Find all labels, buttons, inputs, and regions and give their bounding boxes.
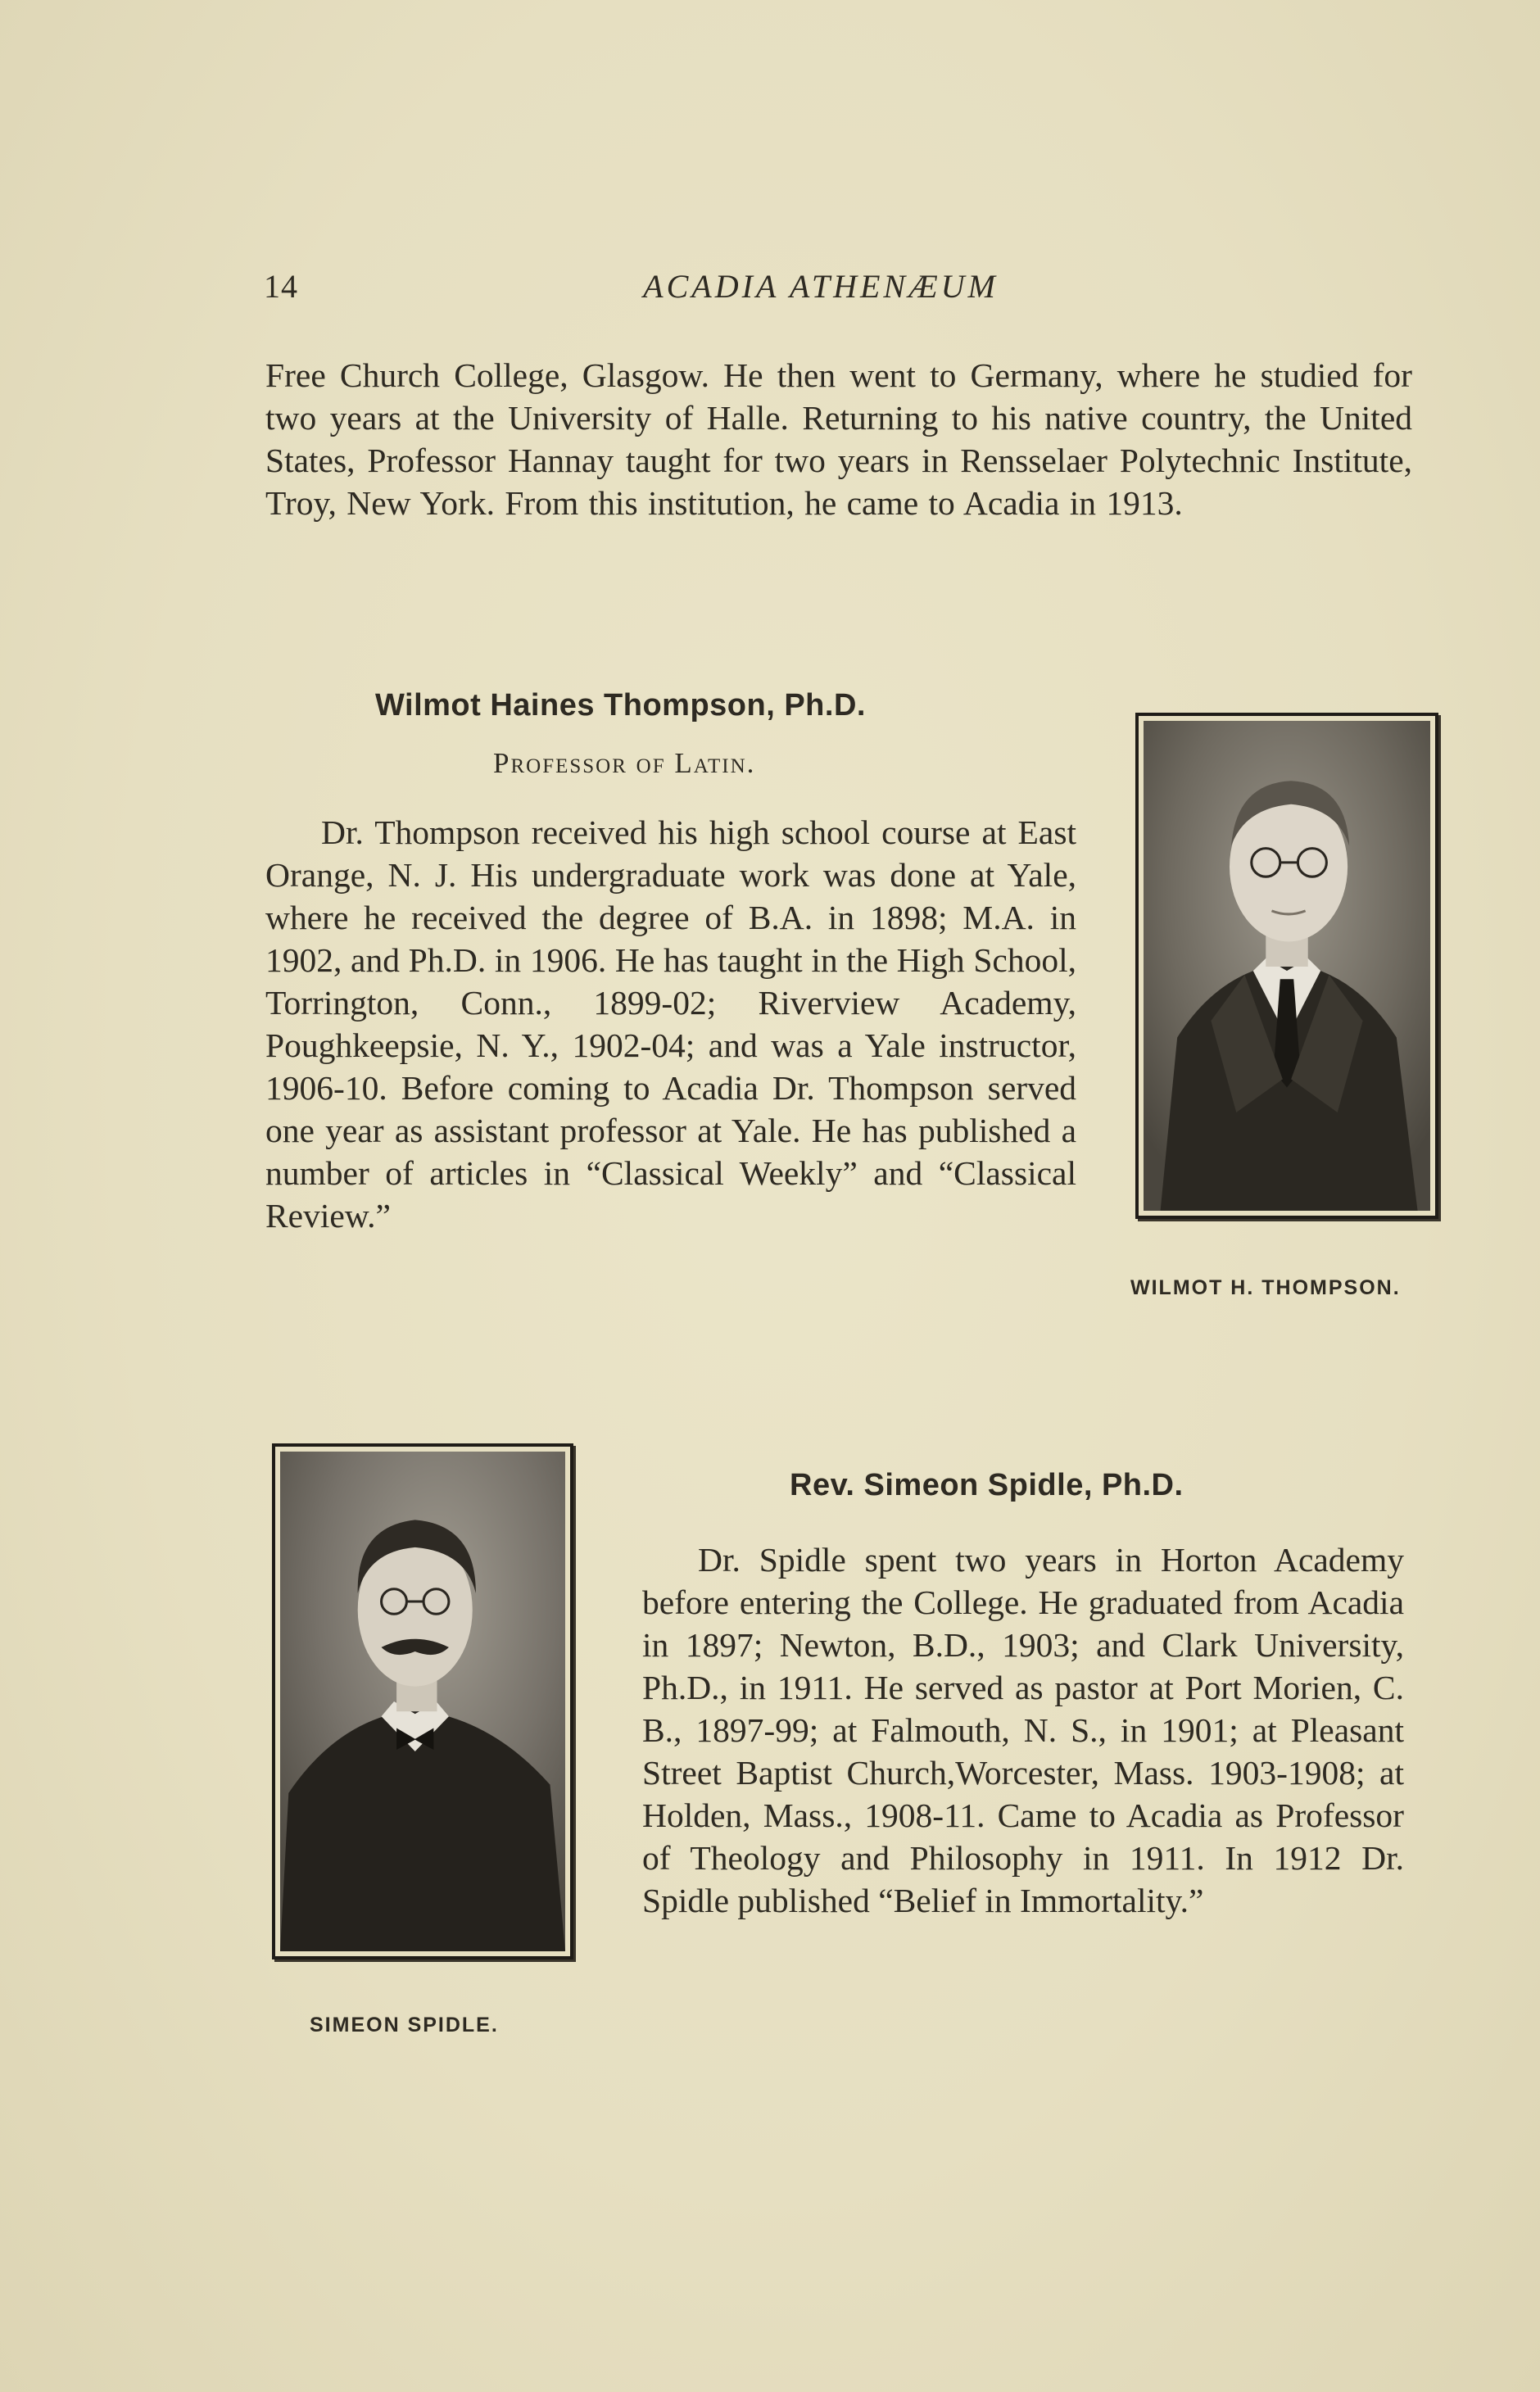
running-title: ACADIA ATHENÆUM [643,268,999,305]
page-number: 14 [264,268,298,305]
thompson-bio: Dr. Thompson received his high school course at East Orange, N. J. His undergraduate work was done at Yale, where he received the degree of B.A. in 1898; M.A. in 1902, and Ph.D. in 1906. He has taught in the High School, Torrington, Conn., 1899-02; Riverview Academy, Poughkeepsie, N. Y., 1902-04; and was a Yale instructor, 1906-10. Before coming to Acadia Dr. Thompson served one year as assistant professor at Yale. He has published a number of articles in “Classical Weekly” and “Classical Review.” [265,813,1076,1235]
thompson-portrait-image [1144,721,1430,1211]
thompson-heading: Wilmot Haines Thompson, Ph.D. [375,688,866,723]
spidle-portrait-photo [280,1452,565,1951]
page-header [264,267,1411,308]
spidle-portrait-image [280,1452,565,1951]
spidle-caption: SIMEON SPIDLE. [310,2014,499,2036]
thompson-portrait-photo [1144,721,1430,1211]
thompson-portrait-frame [1135,713,1438,1219]
spidle-bio: Dr. Spidle spent two years in Horton Academy before entering the College. He graduated from Acadia in 1897; Newton, B.D., 1903; and Clark University, Ph.D., in 1911. He served as pastor at Port Morien, C. B., 1897-99; at Falmouth, N. S., in 1901; at Pleasant Street Baptist Church,Worcester, Mass. 1903-1908; at Holden, Mass., 1908-11. Came to Acadia as Professor of Theology and Philosophy in 1911. In 1912 Dr. Spidle published “Belief in Immortality.” [642,1541,1404,1919]
spidle-heading: Rev. Simeon Spidle, Ph.D. [790,1468,1184,1502]
thompson-subtitle: Professor of Latin. [493,747,756,779]
thompson-caption: WILMOT H. THOMPSON. [1130,1276,1401,1299]
intro-paragraph: Free Church College, Glasgow. He then went to Germany, where he studied for two years at the University of Halle. Returning to his native country, the United States, Professor Hannay taught for two years in Rensselaer Polytechnic Institute, Troy, New York. From this institution, he came to Acadia in 1913. [265,356,1412,522]
spidle-portrait-frame [272,1443,573,1959]
